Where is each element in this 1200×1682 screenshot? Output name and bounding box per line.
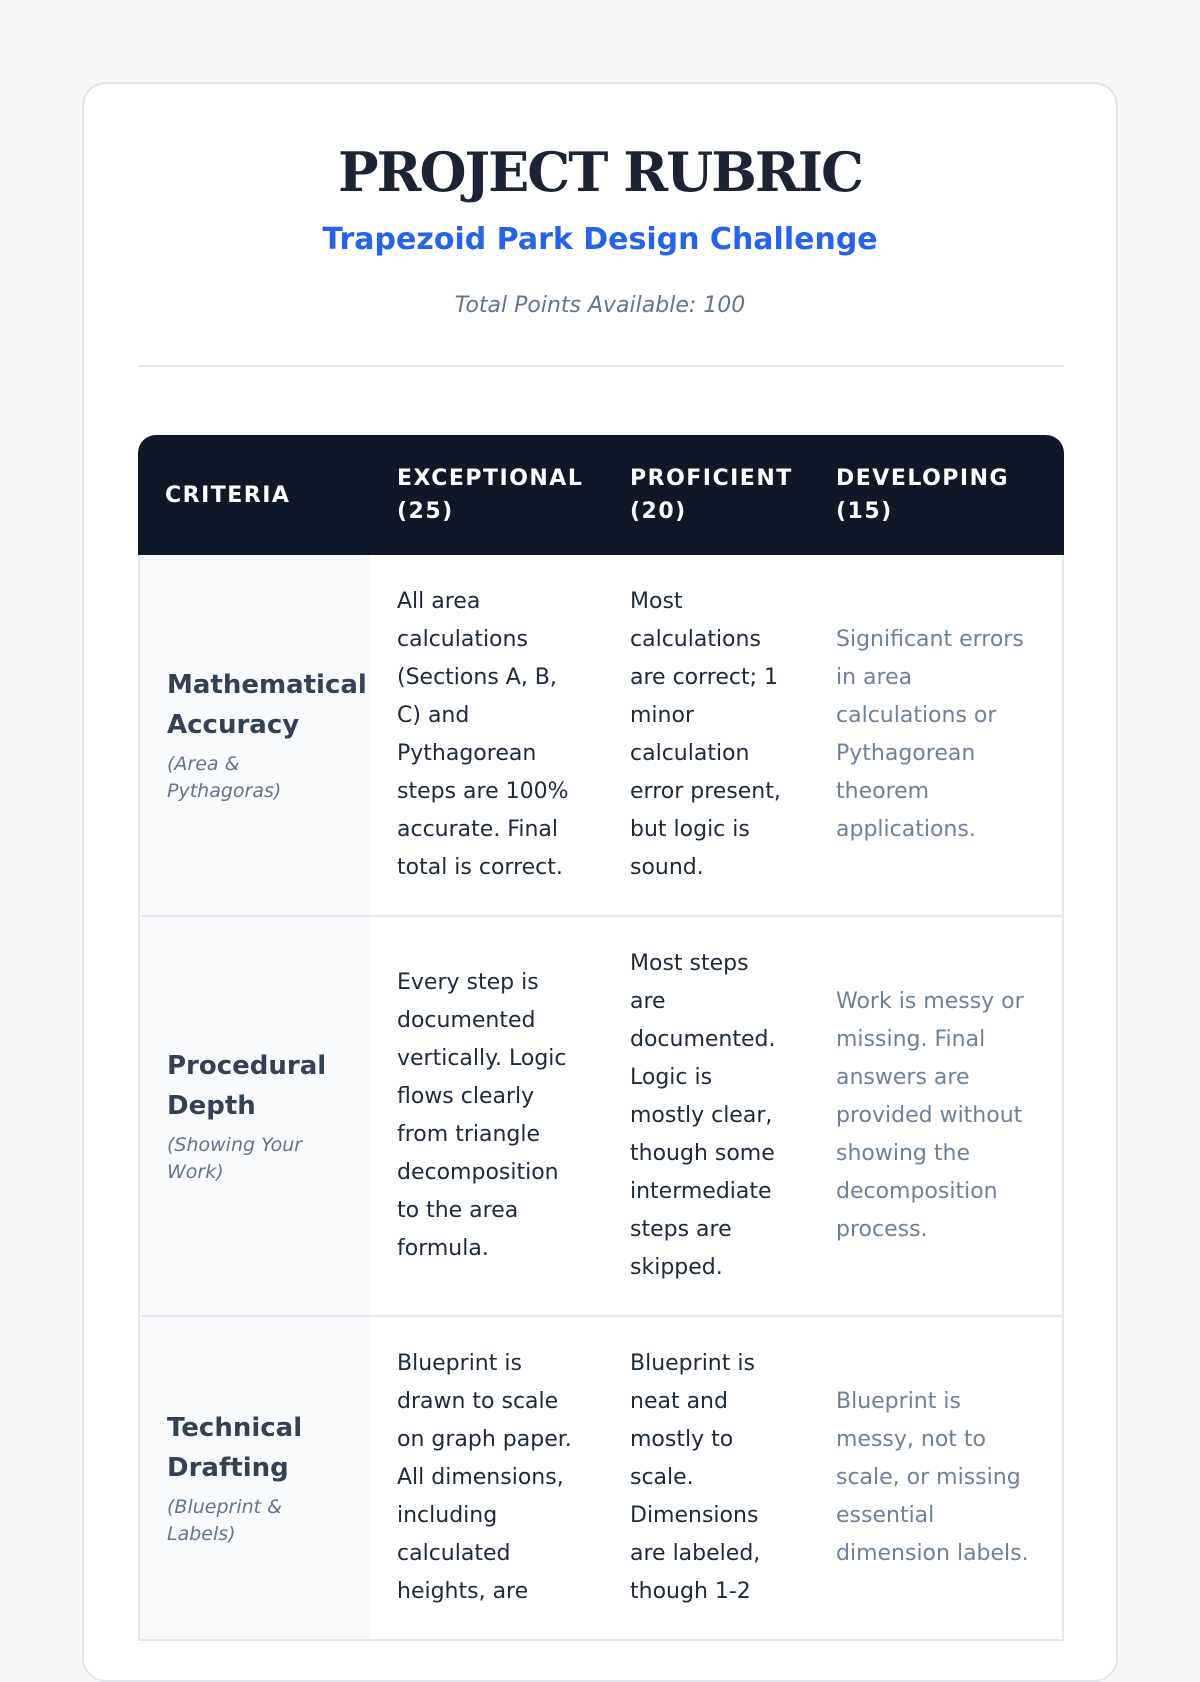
proficient-cell: Blueprint is neat and mostly to scale. Dimensions are labeled, though 1-2: [603, 1317, 809, 1641]
header-criteria: CRITERIA: [138, 435, 370, 555]
exceptional-cell: Every step is documented vertically. Logic flows clearly from triangle decomposition to the area formula.: [370, 917, 603, 1317]
criteria-cell: [138, 1317, 370, 1641]
exceptional-cell: All area calculations (Sections A, B, C) and Pythagorean steps are 100% accurate. Final total is correct.: [370, 555, 603, 917]
proficient-cell: Most steps are documented. Logic is mostly clear, though some intermediate steps are skipped.: [603, 917, 809, 1317]
criteria-name: Technical Drafting: [167, 1413, 303, 1483]
criteria-sub: (Blueprint & Labels): [167, 1496, 282, 1545]
header-exceptional: EXCEPTIONAL (25): [370, 435, 603, 555]
criteria-sub: (Showing Your Work): [167, 1134, 303, 1183]
header-developing: DEVELOPING (15): [809, 435, 1064, 555]
page-subtitle: Trapezoid Park Design Challenge: [322, 222, 878, 257]
table-row: [138, 917, 1064, 1317]
developing-cell: Work is messy or missing. Final answers are provided without showing the decomposition process.: [809, 917, 1064, 1317]
developing-cell: Blueprint is messy, not to scale, or missing essential dimension labels.: [809, 1317, 1064, 1641]
page-title: PROJECT RUBRIC: [338, 140, 862, 204]
rubric-card: [82, 82, 1118, 1682]
criteria-cell: [138, 555, 370, 917]
proficient-cell: Most calculations are correct; 1 minor calculation error present, but logic is sound.: [603, 555, 809, 917]
criteria-sub: (Area & Pythagoras): [167, 753, 282, 802]
header-proficient: PROFICIENT (20): [603, 435, 809, 555]
criteria-name: Mathematical Accuracy: [167, 670, 367, 740]
exceptional-cell: Blueprint is drawn to scale on graph paper. All dimensions, including calculated heights, are: [370, 1317, 603, 1641]
table-header-row: [138, 435, 1064, 555]
developing-cell: Significant errors in area calculations or Pythagorean theorem applications.: [809, 555, 1064, 917]
criteria-name: Procedural Depth: [167, 1051, 327, 1121]
rubric-table: [138, 435, 1064, 1641]
table-row: [138, 555, 1064, 917]
total-points: Total Points Available: 100: [454, 293, 746, 318]
header-divider: [138, 365, 1064, 367]
table-row: [138, 1317, 1064, 1641]
criteria-cell: [138, 917, 370, 1317]
